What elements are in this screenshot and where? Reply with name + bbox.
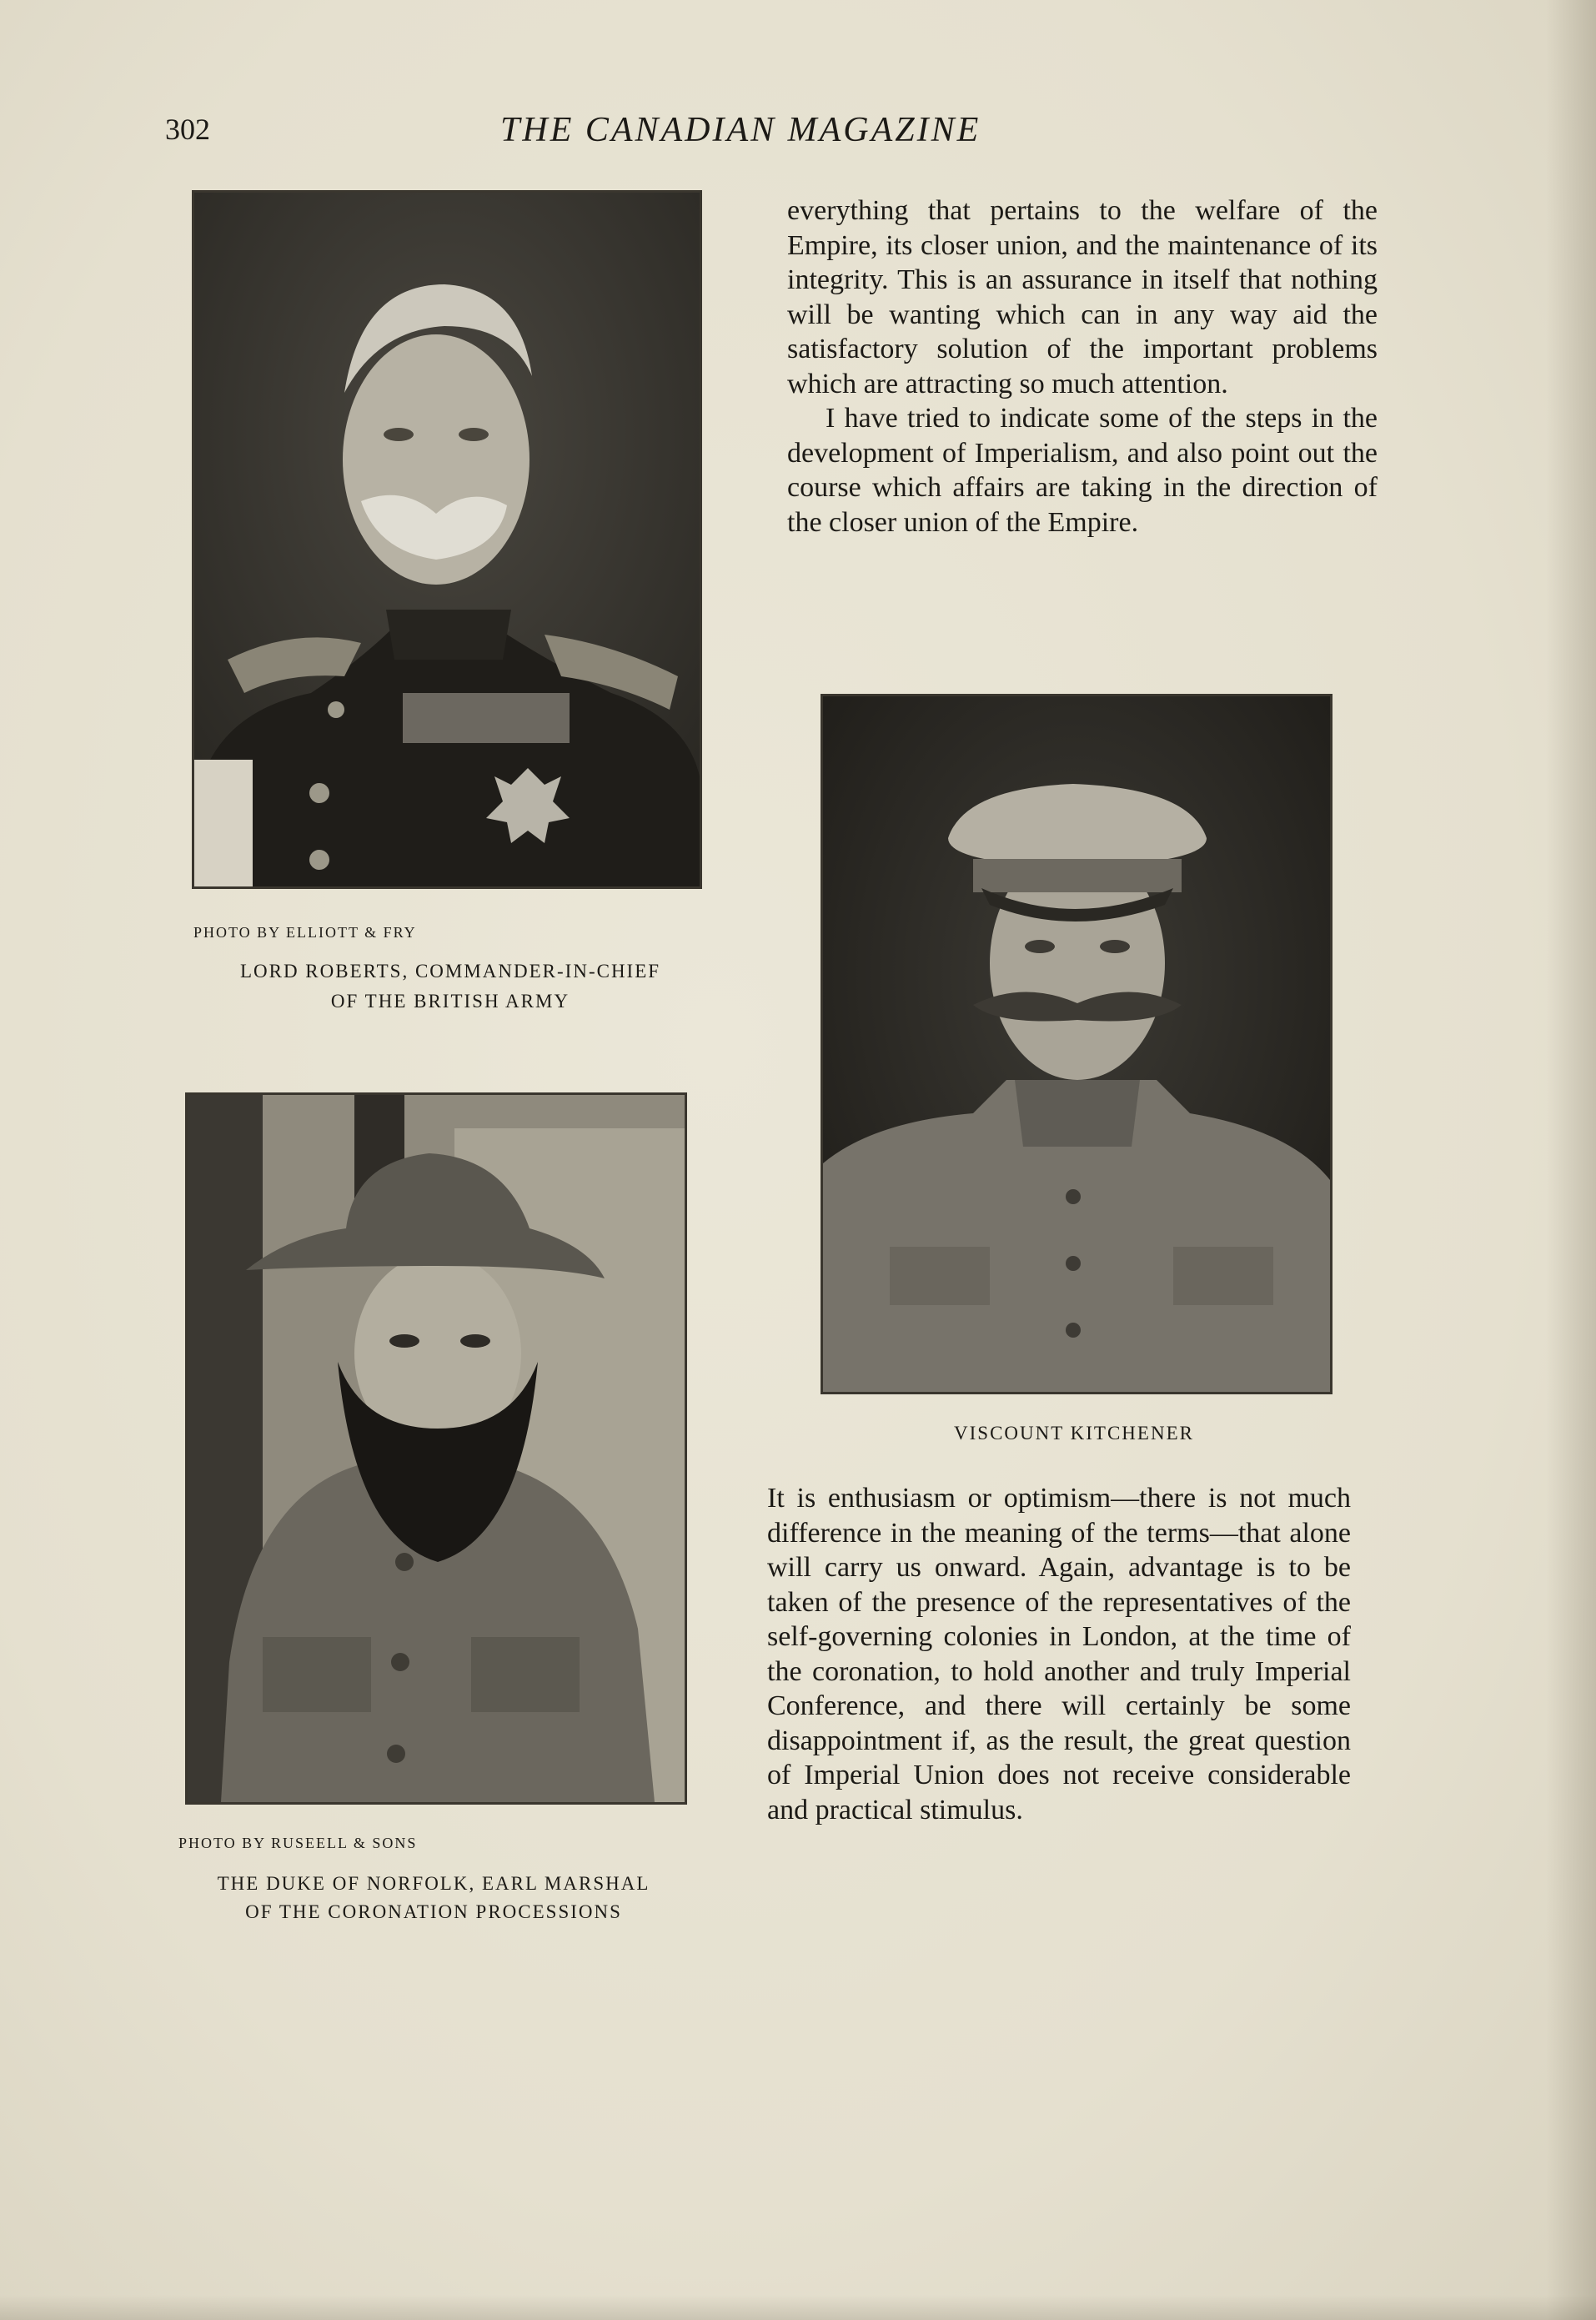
credit-norfolk: PHOTO BY RUSEELL & SONS [178, 1835, 418, 1851]
photo-duke-of-norfolk [185, 1092, 687, 1805]
portrait-norfolk-image [188, 1095, 685, 1802]
page-edge-shadow [1546, 0, 1596, 2320]
caption-roberts-line-2: OF THE BRITISH ARMY [330, 991, 570, 1012]
text-block-top [787, 193, 1378, 540]
portrait-roberts-image [194, 193, 700, 886]
caption-kitchener: VISCOUNT KITCHENER [954, 1423, 1194, 1444]
running-head: THE CANADIAN MAGAZINE [500, 111, 981, 149]
portrait-kitchener-image [823, 696, 1330, 1392]
credit-roberts: PHOTO BY ELLIOTT & FRY [193, 924, 417, 941]
text-block-bottom [767, 1481, 1351, 1827]
photo-viscount-kitchener [821, 694, 1333, 1394]
paragraph-welfare: everything that pertains to the welfare of the Empire, its closer union, and the maintenance of its integrity. This is an assurance in itself that nothing will be wanting which can in any way aid the satisfactory solution of the important problems which are attracting so much attention. [787, 195, 1378, 399]
photo-lord-roberts [192, 190, 702, 889]
caption-roberts-line-1: LORD ROBERTS, COMMANDER-IN-CHIEF [239, 961, 661, 982]
paragraph-imperialism: I have tried to indicate some of the steps in the development of Imperialism, and also point out the course which affairs are taking in the direction of the closer union of the Empire. [787, 403, 1378, 538]
page-bottom-shadow [0, 2295, 1596, 2320]
paragraph-enthusiasm: It is enthusiasm or optimism—there is not much difference in the meaning of the terms—that alone will carry us onward. Again, advantage is to be taken of the presence of the representatives of the self-governing colonies in London, at the time of the coronation, to hold another and truly Imperial Conference, and there will certainly be some disappointment if, as the result, the great question of Imperial Union does not receive considerable and practical stimulus. [767, 1483, 1351, 1825]
caption-norfolk-line-2: OF THE CORONATION PROCESSIONS [245, 1901, 622, 1922]
page-number: 302 [165, 113, 210, 146]
caption-norfolk-line-1: THE DUKE OF NORFOLK, EARL MARSHAL [217, 1873, 650, 1894]
